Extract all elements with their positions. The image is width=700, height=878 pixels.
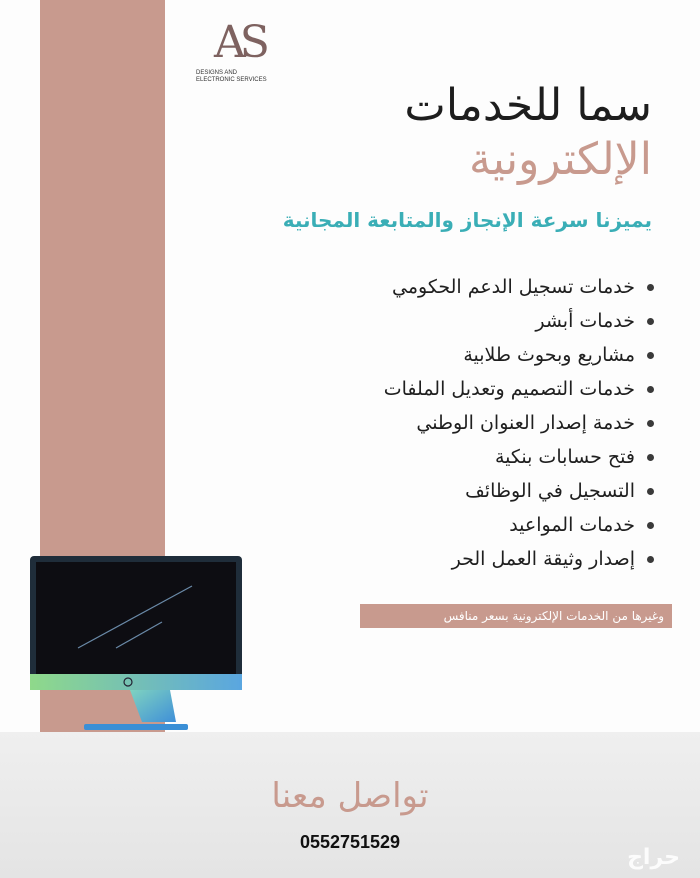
bullet-icon: [647, 454, 654, 461]
service-label: خدمات المواعيد: [509, 514, 635, 536]
service-label: التسجيل في الوظائف: [465, 480, 635, 502]
phone-number: 0552751529: [299, 832, 401, 852]
list-item: [324, 406, 654, 440]
list-item: [324, 270, 654, 304]
bullet-icon: [647, 488, 654, 495]
bullet-icon: [647, 318, 654, 325]
logo-letters: AS: [214, 17, 264, 68]
list-item: [324, 474, 654, 508]
list-item: [324, 542, 654, 576]
service-label: فتح حسابات بنكية: [494, 446, 635, 468]
service-label: مشاريع وبحوث طلابية: [463, 344, 635, 366]
bullet-icon: [647, 556, 654, 563]
service-label: خدمات التصميم وتعديل الملفات: [383, 378, 635, 400]
bullet-icon: [647, 352, 654, 359]
services-list: [324, 270, 654, 576]
tagline: يميزنا سرعة الإنجاز والمتابعة المجانية: [282, 208, 652, 232]
bullet-icon: [647, 420, 654, 427]
service-label: خدمات تسجيل الدعم الحكومي: [392, 276, 635, 298]
list-item: [324, 372, 654, 406]
service-label: إصدار وثيقة العمل الحر: [451, 548, 635, 570]
list-item: [324, 508, 654, 542]
page-title: سما للخدمات: [404, 80, 652, 131]
watermark-logo: حراج: [627, 845, 680, 870]
monitor-icon: [30, 556, 242, 734]
contact-title: تواصل معنا: [271, 776, 429, 816]
page-title-line2: الإلكترونية: [469, 134, 652, 185]
brand-logo: [196, 18, 276, 96]
bullet-icon: [647, 386, 654, 393]
list-item: [324, 304, 654, 338]
service-label: خدمات أبشر: [535, 310, 635, 332]
bullet-icon: [647, 284, 654, 291]
bullet-icon: [647, 522, 654, 529]
service-label: خدمة إصدار العنوان الوطني: [416, 412, 635, 434]
list-item: [324, 338, 654, 372]
price-note-banner: وغيرها من الخدمات الإلكترونية بسعر منافس: [360, 604, 672, 628]
logo-subtitle: DESIGNS AND ELECTRONIC SERVICES: [196, 70, 267, 83]
list-item: [324, 440, 654, 474]
